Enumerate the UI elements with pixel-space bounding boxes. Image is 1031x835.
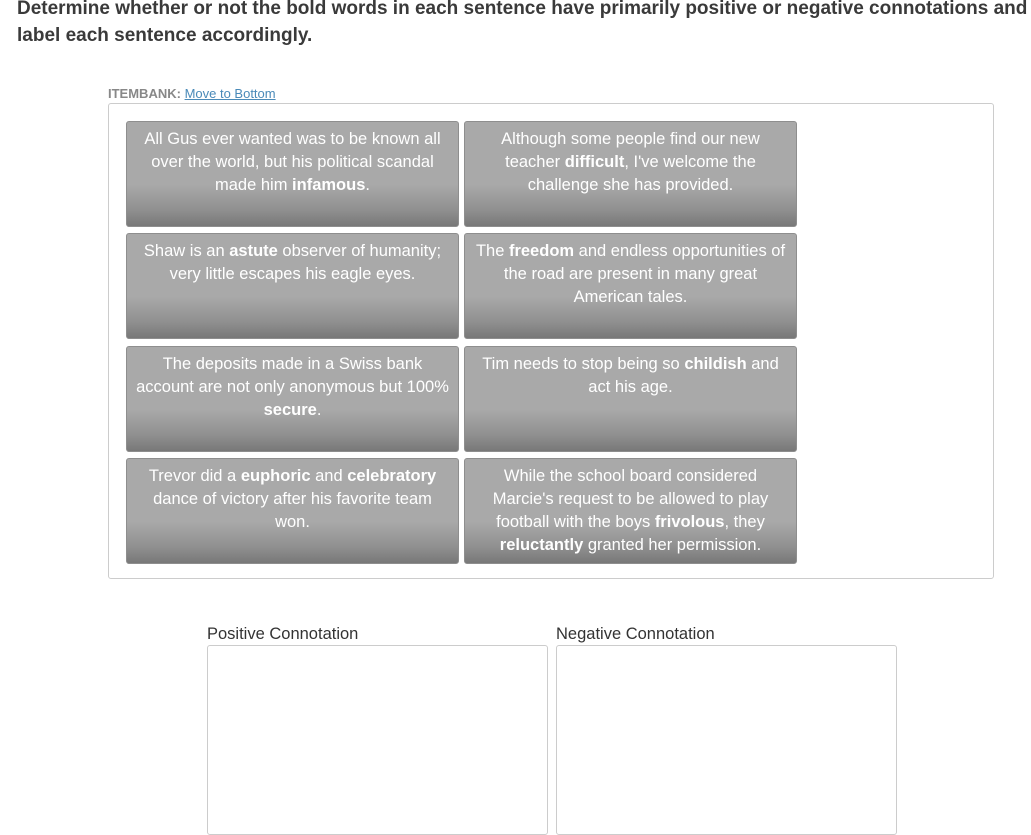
tile-text: , I've welcome the challenge she has provided. <box>527 153 756 194</box>
negative-connotation-dropzone[interactable] <box>556 645 897 835</box>
tile-text: . <box>316 401 322 419</box>
itembank-label: ITEMBANK: <box>108 86 181 101</box>
answer-tile-freedom[interactable] <box>464 233 797 339</box>
tile-bold-word: secure <box>263 401 317 419</box>
tile-bold-word: celebratory <box>347 467 437 485</box>
answer-tile-astute[interactable] <box>126 233 459 339</box>
negative-connotation-label: Negative Connotation <box>556 625 715 643</box>
tile-text: Tim needs to stop being so <box>482 355 685 373</box>
tile-text: . <box>365 176 370 194</box>
tile-text: and act his age. <box>588 355 779 396</box>
tile-bold-word: freedom <box>508 242 575 260</box>
tile-text: Trevor did a <box>148 467 241 485</box>
answer-tile-childish[interactable] <box>464 346 797 452</box>
tile-text: , they <box>724 513 765 531</box>
answer-tile-difficult[interactable] <box>464 121 797 227</box>
answer-tile-euphoric[interactable] <box>126 458 459 564</box>
tile-bold-word: reluctantly <box>499 536 584 554</box>
tile-text: While the school board considered Marcie's request to be allowed to play football with the boys <box>492 467 769 531</box>
tile-bold-word: euphoric <box>240 467 311 485</box>
tile-text: observer of humanity; very little escapes his eagle eyes. <box>169 242 442 283</box>
positive-connotation-dropzone[interactable] <box>207 645 548 835</box>
positive-connotation-label: Positive Connotation <box>207 625 359 643</box>
tile-text: granted her permission. <box>583 536 762 554</box>
tile-bold-word: difficult <box>564 153 625 171</box>
tile-text: The <box>475 242 509 260</box>
tile-bold-word: infamous <box>292 176 366 194</box>
tile-text: Although some people find our new teacher <box>501 130 760 171</box>
answer-tile-secure[interactable] <box>126 346 459 452</box>
answer-tile-infamous[interactable] <box>126 121 459 227</box>
move-to-bottom-link[interactable]: Move to Bottom <box>184 86 276 101</box>
tile-text: and endless opportunities of the road are present in many great American tales. <box>503 242 786 306</box>
itembank-container <box>108 103 994 579</box>
tile-text: Shaw is an <box>143 242 230 260</box>
answer-tile-frivolous[interactable] <box>464 458 797 564</box>
tile-text: and <box>310 467 348 485</box>
tile-bold-word: astute <box>229 242 278 260</box>
tile-bold-word: frivolous <box>654 513 725 531</box>
instructions-text: Determine whether or not the bold words in each sentence have primarily positive or negative connotations and label each sentence accordingly. <box>17 0 1028 46</box>
tile-text: dance of victory after his favorite team won. <box>153 490 432 531</box>
tile-text: All Gus ever wanted was to be known all over the world, but his political scandal made him <box>144 130 441 194</box>
tile-text: The deposits made in a Swiss bank account are not only anonymous but 100% <box>136 355 449 396</box>
tile-bold-word: childish <box>684 355 747 373</box>
itembank-header <box>108 85 276 102</box>
